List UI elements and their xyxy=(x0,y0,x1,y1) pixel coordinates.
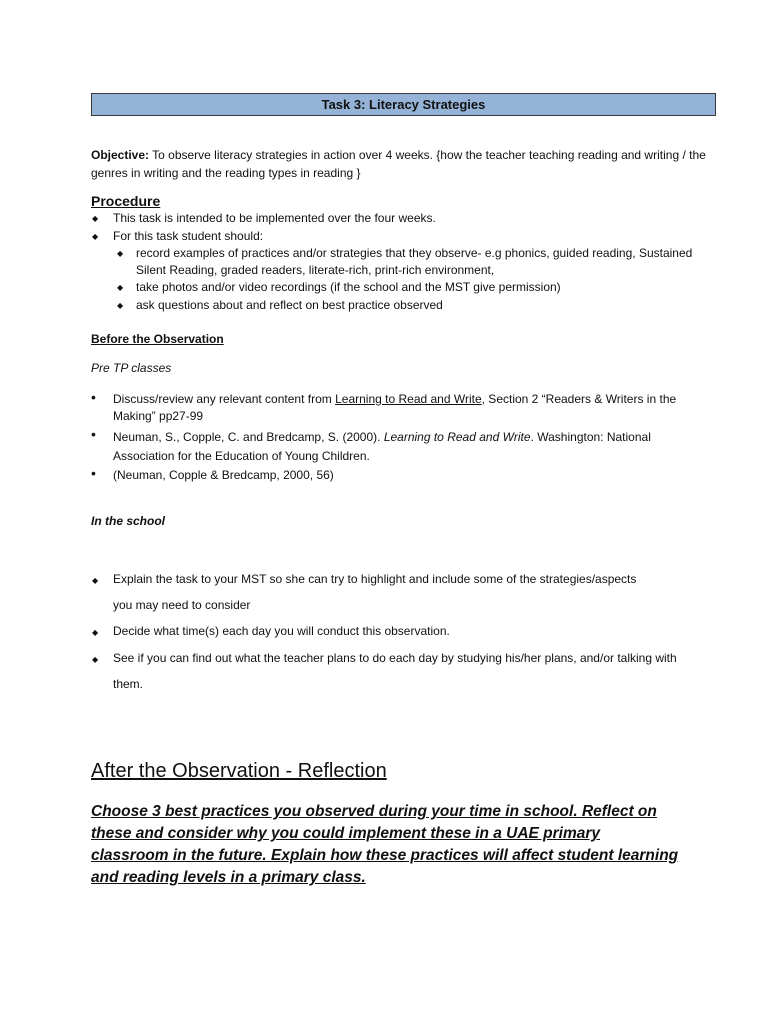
round-bullet-icon: • xyxy=(91,465,96,481)
procedure-heading: Procedure xyxy=(91,193,161,209)
before-item-1-book: Learning to Read and Write xyxy=(335,392,482,406)
round-bullet-icon: • xyxy=(91,426,96,442)
before-item-2-text: Neuman, S., Copple, C. and Bredcamp, S. (2000). xyxy=(113,430,384,444)
school-item-3-cont: them. xyxy=(113,677,144,691)
before-item-1-tail: , Section 2 “Readers & Writers in the Making” pp27-99 xyxy=(113,392,677,423)
procedure-item-1: This task is intended to be implemented over the four weeks. xyxy=(113,211,436,225)
before-item-3: (Neuman, Copple & Bredcamp, 2000, 56) xyxy=(113,468,334,482)
school-item-2: Decide what time(s) each day you will conduct this observation. xyxy=(113,624,450,638)
diamond-bullet-icon: ◆ xyxy=(117,249,124,258)
after-instructions: Choose 3 best practices you observed during your time in school. Reflect on these and consider why you could implement these in a UAE primary classroom in the future. Explain how these practices will affect student learning and reading levels in a primary class. xyxy=(91,803,679,886)
before-item-1-text: Discuss/review any relevant content from xyxy=(113,392,336,406)
diamond-bullet-icon: ◆ xyxy=(117,283,124,292)
objective-text: To observe literacy strategies in action over 4 weeks. {how the teacher teaching reading and writing / the genres in writing and the reading types in reading } xyxy=(91,148,706,180)
procedure-item-2: For this task student should: xyxy=(113,229,264,243)
school-item-3: See if you can find out what the teacher plans to do each day by studying his/her plans, and/or talking with xyxy=(113,651,677,665)
pre-tp-subheading: Pre TP classes xyxy=(91,361,172,375)
before-item-1 xyxy=(113,391,693,425)
before-item-2-title: Learning to Read and Write xyxy=(383,430,531,444)
before-heading: Before the Observation xyxy=(91,332,224,346)
school-heading: In the school xyxy=(91,514,166,528)
procedure-subitem-2: take photos and/or video recordings (if the school and the MST give permission) xyxy=(136,280,561,294)
school-item-1: Explain the task to your MST so she can try to highlight and include some of the strategies/aspects xyxy=(113,572,637,586)
diamond-bullet-icon: ◆ xyxy=(92,232,99,241)
task-title-box xyxy=(91,93,716,116)
diamond-bullet-icon: ◆ xyxy=(92,655,99,664)
diamond-bullet-icon: ◆ xyxy=(92,628,99,637)
before-item-2-tail: . Washington: National Association for the Education of Young Children. xyxy=(113,430,651,463)
task-title: Task 3: Literacy Strategies xyxy=(321,97,486,112)
procedure-subitem-3: ask questions about and reflect on best practice observed xyxy=(136,298,443,312)
diamond-bullet-icon: ◆ xyxy=(117,301,124,310)
objective-paragraph xyxy=(91,146,711,182)
after-heading: After the Observation - Reflection xyxy=(91,760,387,782)
round-bullet-icon: • xyxy=(91,389,96,405)
diamond-bullet-icon: ◆ xyxy=(92,214,99,223)
objective-label: Objective: xyxy=(91,148,150,162)
before-item-2 xyxy=(113,428,693,466)
diamond-bullet-icon: ◆ xyxy=(92,576,99,585)
school-item-1-cont: you may need to consider xyxy=(113,598,251,612)
procedure-subitem-1: record examples of practices and/or strategies that they observe- e.g phonics, guided reading, Sustained Silent Reading, graded readers, literate-rich, print-rich environment, xyxy=(136,246,693,277)
